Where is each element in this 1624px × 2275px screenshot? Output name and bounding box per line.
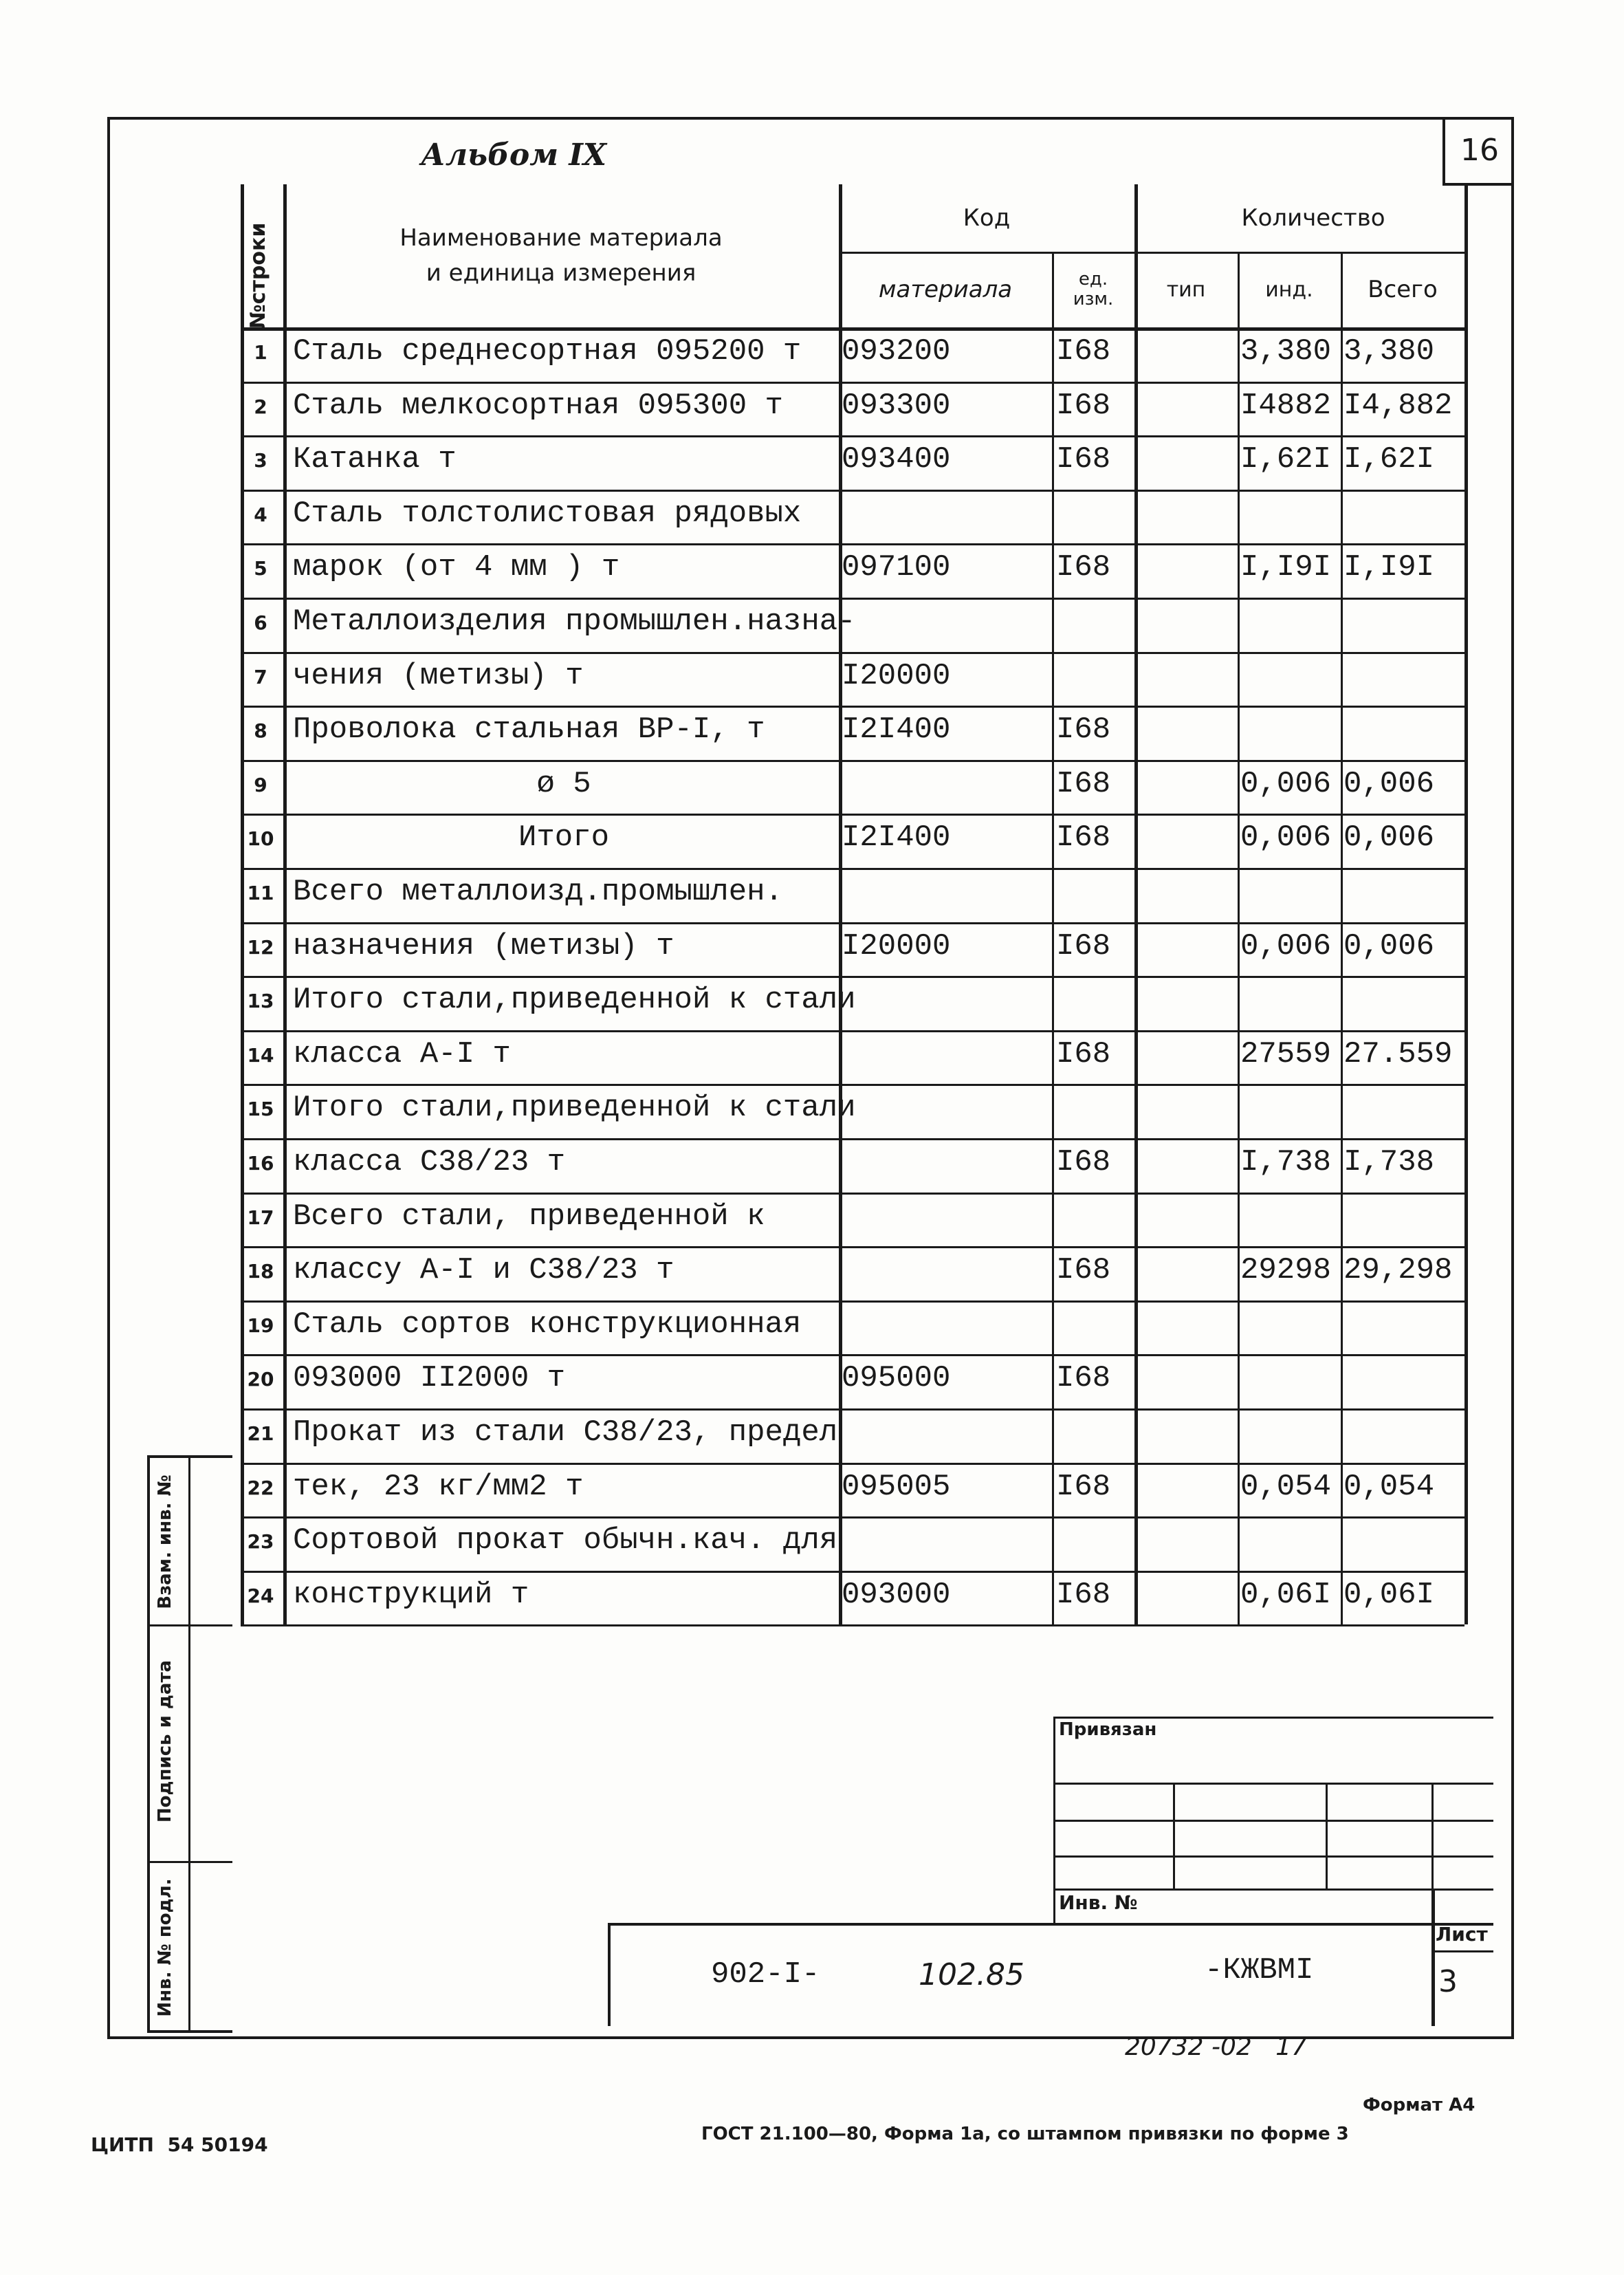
row-number: 19 [247,1314,274,1337]
row-number: 4 [254,503,267,526]
material-code: 093200 [842,334,951,369]
table-row [241,1463,1464,1517]
table-row [241,1354,1464,1408]
row-number: 20 [247,1368,274,1391]
material-code: 095000 [842,1361,951,1396]
quantity-ind: I,I9I [1240,550,1332,585]
table-row [241,543,1464,598]
material-code: 097100 [842,550,951,585]
unit-code: I68 [1056,1361,1111,1396]
quantity-ind: I,62I [1240,442,1332,477]
quantity-ind: 0,054 [1240,1469,1332,1504]
material-code: 095005 [842,1469,951,1504]
material-code: 093400 [842,442,951,477]
column-header-code: Код [963,204,1011,232]
material-name: Сортовой прокат обычн.кач. для [293,1523,838,1558]
material-name: Сталь среднесортная 095200 т [293,334,802,369]
table-row [241,760,1464,814]
material-name: Сталь сортов конструкционная [293,1307,802,1342]
material-name: тек, 23 кг/мм2 т [293,1469,584,1504]
table-row [241,327,1464,382]
row-number: 10 [247,827,274,851]
row-number: 21 [247,1422,274,1445]
material-name: Всего металлоизд.промышлен. [293,875,783,909]
archive-number: 20732 -02 17 [1125,2033,1307,2061]
material-code: I2I400 [842,820,951,856]
material-name: Проволока стальная ВР-I, т [293,712,765,748]
inventory-label: Инв. № [1059,1891,1138,1914]
row-number: 8 [254,719,267,743]
table-row [241,814,1464,868]
quantity-total: 0,006 [1343,820,1435,856]
unit-code: I68 [1056,442,1111,477]
table-row [241,868,1464,922]
quantity-ind: 0,006 [1240,766,1332,801]
row-number: 5 [254,557,267,580]
column-header-name: Наименование материала и единица измерения [399,224,723,287]
table-row [241,1030,1464,1085]
table-row [241,1408,1464,1463]
row-number: 14 [247,1043,274,1067]
material-name: Итого стали,приведенной к стали [293,983,856,1018]
table-row [241,706,1464,760]
document-prefix: 902-I- [711,1957,820,1992]
column-header-quantity: Количество [1241,204,1385,232]
material-name: Сталь толстолистовая рядовых [293,496,802,531]
page-number: 16 [1442,117,1514,186]
material-code: 093000 [842,1577,951,1612]
quantity-total: I4,882 [1343,388,1453,423]
row-number: 15 [247,1098,274,1121]
material-code: I20000 [842,928,951,964]
row-number: 17 [247,1206,274,1229]
table-row [241,1193,1464,1247]
column-header-row-no: №строки [246,222,270,329]
material-code: I20000 [842,658,951,693]
quantity-total: 0,006 [1343,928,1435,964]
material-name: ø 5 [536,766,591,801]
table-row [241,976,1464,1030]
row-number: 22 [247,1476,274,1499]
album-title: Альбом IX [421,138,607,173]
row-number: 12 [247,935,274,959]
quantity-ind: I4882 [1240,388,1332,423]
material-name: 093000 II2000 т [293,1361,566,1396]
quantity-ind: 0,006 [1240,820,1332,856]
quantity-total: 0,006 [1343,766,1435,801]
quantity-ind: 27559 [1240,1036,1332,1071]
unit-code: I68 [1056,820,1111,856]
unit-code: I68 [1056,928,1111,964]
side-stamp-label-signature: Подпись и дата [155,1659,175,1823]
quantity-total: 3,380 [1343,334,1435,369]
sheet-label: Лист [1436,1923,1488,1946]
table-row [241,382,1464,436]
table-row [241,922,1464,977]
material-name: чения (метизы) т [293,658,584,693]
material-name: Сталь мелкосортная 095300 т [293,388,783,423]
row-number: 11 [247,882,274,904]
table-row [241,652,1464,706]
row-number: 3 [254,449,267,472]
unit-code: I68 [1056,1036,1111,1071]
organization-code: ЦИТП 54 50194 [91,2133,268,2156]
material-code: 093300 [842,388,951,423]
row-number: 9 [254,773,267,796]
material-name: класса С38/23 т [293,1145,566,1179]
quantity-ind: 29298 [1240,1253,1332,1288]
table-row [241,1246,1464,1300]
document-suffix: -КЖВМI [1205,1953,1314,1988]
column-header-ind: инд. [1265,277,1313,302]
unit-code: I68 [1056,388,1111,423]
quantity-ind: I,738 [1240,1145,1332,1179]
unit-code: I68 [1056,1253,1111,1288]
material-name: Металлоизделия промышлен.назна- [293,605,856,639]
unit-code: I68 [1056,712,1111,748]
row-number: 16 [247,1152,274,1175]
material-name: назначения (метизы) т [293,928,674,964]
quantity-total: 29,298 [1343,1253,1453,1288]
row-number: 18 [247,1260,274,1283]
unit-code: I68 [1056,334,1111,369]
quantity-ind: 0,006 [1240,928,1332,964]
column-header-code-material: материала [878,275,1013,303]
column-header-unit: ед. изм. [1073,269,1114,309]
quantity-total: I,738 [1343,1145,1435,1179]
side-stamp-label-replace: Взам. инв. № [155,1474,175,1609]
table-row [241,1084,1464,1138]
material-name: марок (от 4 мм ) т [293,550,620,585]
quantity-total: I,62I [1343,442,1435,477]
material-code: I2I400 [842,712,951,748]
side-stamp-label-inv: Инв. № подл. [155,1878,175,2017]
material-name: классу А-I и С38/23 т [293,1253,674,1288]
material-name: конструкций т [293,1577,529,1612]
column-header-type: тип [1166,277,1206,302]
format-label: Формат А4 [1363,2095,1475,2115]
row-number: 1 [254,341,267,364]
quantity-ind: 0,06I [1240,1577,1332,1612]
quantity-total: 0,06I [1343,1577,1435,1612]
binding-label: Привязан [1059,1719,1157,1740]
quantity-ind: 3,380 [1240,334,1332,369]
material-name: Итого [518,820,610,856]
row-number: 2 [254,395,267,418]
quantity-total: 0,054 [1343,1469,1435,1504]
unit-code: I68 [1056,1577,1111,1612]
unit-code: I68 [1056,550,1111,585]
material-name: Прокат из стали С38/23, предел [293,1415,838,1450]
material-name: класса А-I т [293,1036,511,1071]
unit-code: I68 [1056,766,1111,801]
material-name: Всего стали, приведенной к [293,1199,765,1234]
row-number: 6 [254,611,267,634]
table-row [241,1516,1464,1571]
table-row [241,1138,1464,1193]
sheet-number: 3 [1438,1964,1458,1999]
document-number: 102.85 [919,1957,1024,1992]
row-number: 23 [247,1530,274,1554]
material-name: Катанка т [293,442,457,477]
unit-code: I68 [1056,1469,1111,1504]
column-header-total: Всего [1368,275,1438,303]
table-row [241,435,1464,490]
unit-code: I68 [1056,1145,1111,1179]
material-name: Итого стали,приведенной к стали [293,1091,856,1126]
quantity-total: I,I9I [1343,550,1435,585]
gost-note: ГОСТ 21.100—80, Форма 1а, со штампом привязки по форме 3 [701,2124,1349,2144]
table-row [241,1300,1464,1355]
table-row [241,598,1464,652]
row-number: 7 [254,665,267,688]
row-number: 24 [247,1584,274,1607]
table-row [241,1571,1464,1625]
quantity-total: 27.559 [1343,1036,1453,1071]
row-number: 13 [247,990,274,1013]
table-row [241,490,1464,544]
